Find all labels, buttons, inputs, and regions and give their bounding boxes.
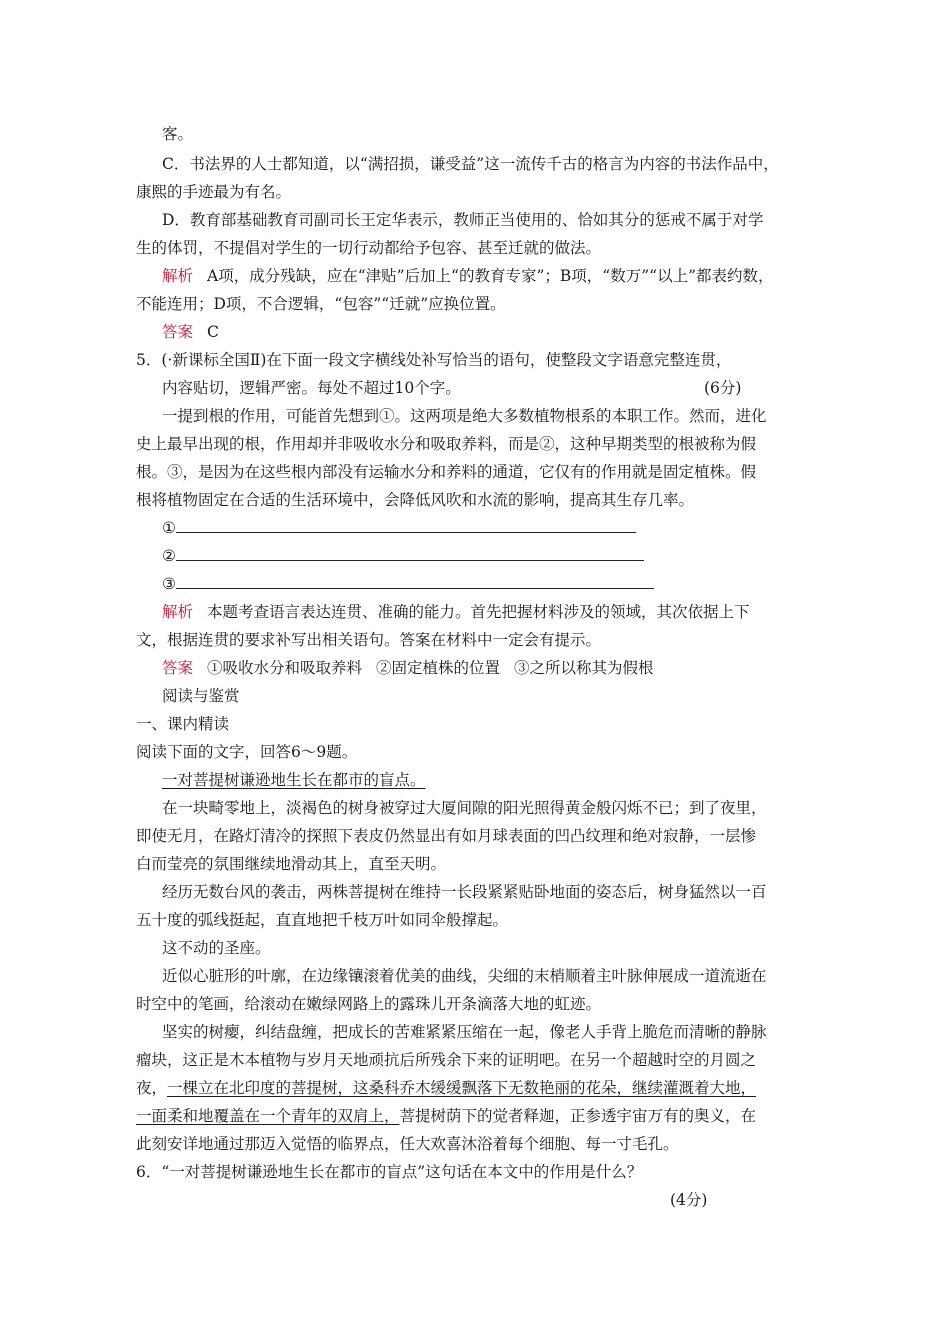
blank-marker: ② xyxy=(162,547,176,565)
section-heading: 阅读与鉴赏 xyxy=(162,687,240,705)
passage-line: 史上最早出现的根，作用却并非吸收水分和吸取养料，而是②，这种早期类型的根被称为假 xyxy=(136,435,757,453)
answer-label: 答案 xyxy=(162,659,194,677)
question-6-score: (4分) xyxy=(670,1191,708,1209)
answer-blank-2 xyxy=(162,546,644,566)
question-5-line-1: 5．(·新课标全国Ⅱ)在下面一段文字横线处补写恰当的语句，使整段文字语意完整连贯， xyxy=(136,351,732,369)
instruction: 阅读下面的文字，回答6～9题。 xyxy=(136,743,358,761)
article-text: 菩提树荫下的觉者释迦，正参透宇宙万有的奥义，在 xyxy=(399,1107,757,1125)
article-title: 一对菩提树谦逊地生长在都市的盲点。 xyxy=(162,771,426,789)
answer-part: ②固定植株的位置 xyxy=(376,659,501,677)
analysis-label: 解析 xyxy=(162,267,194,285)
question-5-score: (6分) xyxy=(704,379,742,397)
article-line: 在一块畸零地上，淡褐色的树身被穿过大厦间隙的阳光照得黄金般闪烁不已；到了夜里， xyxy=(162,799,767,817)
answer-line xyxy=(162,658,654,678)
answer-line xyxy=(162,322,219,342)
text-line: 客。 xyxy=(162,125,194,143)
analysis-line-1 xyxy=(162,602,750,622)
answer-part: ①吸收水分和吸取养料 xyxy=(207,659,363,677)
underlined-sentence: 一面柔和地覆盖在一个青年的双肩上， xyxy=(136,1107,400,1125)
passage-line: 一提到根的作用，可能首先想到①。这两项是绝大多数植物根系的本职工作。然而，进化 xyxy=(162,407,767,425)
analysis-line-1 xyxy=(162,266,774,286)
analysis-label: 解析 xyxy=(162,603,194,621)
option-d-line-2: 生的体罚，不提倡对学生的一切行动都给予包容、甚至迁就的做法。 xyxy=(136,239,602,257)
answer-part: ③之所以称其为假根 xyxy=(514,659,654,677)
question-5-line-2: 内容贴切，逻辑严密。每处不超过10个字。 xyxy=(162,379,461,397)
option-c-line-2: 康熙的手迹最为有名。 xyxy=(136,183,292,201)
underlined-sentence: 一棵立在北印度的菩提树，这桑科乔木缓缓飘落下无数艳丽的花朵，继续灌溉着大地， xyxy=(167,1079,757,1097)
question-6: 6．“一对菩提树谦逊地生长在都市的盲点”这句话在本文中的作用是什么？ xyxy=(136,1163,643,1181)
analysis-line-2: 文，根据连贯的要求补写出相关语句。答案在材料中一定会有提示。 xyxy=(136,631,602,649)
analysis-text: 本题考查语言表达连贯、准确的能力。首先把握材料涉及的领域，其次依据上下 xyxy=(207,603,750,621)
option-c-line-1: C．书法界的人士都知道，以“满招损，谦受益”这一流传千古的格言为内容的书法作品中， xyxy=(162,155,779,173)
subsection-heading: 一、课内精读 xyxy=(136,715,230,733)
article-line: 坚实的树瘿，纠结盘缠，把成长的苦难紧紧压缩在一起，像老人手背上脆危而清晰的静脉 xyxy=(162,1023,767,1041)
blank-marker: ① xyxy=(162,519,176,537)
answer-blank-1 xyxy=(162,518,636,538)
article-line: 即使无月，在路灯清冷的探照下表皮仍然显出有如月球表面的凹凸纹理和绝对寂静，一层惨 xyxy=(136,827,757,845)
article-line xyxy=(136,1106,756,1126)
article-line: 时空中的笔画，给滚动在嫩绿网路上的露珠儿开条滴落大地的虹迹。 xyxy=(136,995,602,1013)
analysis-text: A项，成分残缺，应在“津贴”后加上“的教育专家”；B项，“数万”“以上”都表约数， xyxy=(207,267,774,285)
article-line: 这不动的圣座。 xyxy=(162,939,271,957)
article-line: 经历无数台风的袭击，两株菩提树在维持一长段紧紧贴卧地面的姿态后，树身猛然以一百 xyxy=(162,883,767,901)
article-line xyxy=(136,1078,756,1098)
blank-line xyxy=(176,574,654,589)
article-line: 近似心脏形的叶廓，在边缘镶滚着优美的曲线，尖细的末梢顺着主叶脉伸展成一道流逝在 xyxy=(162,967,767,985)
answer-text: C xyxy=(207,323,219,341)
answer-blank-3 xyxy=(162,574,654,594)
option-d-line-1: D．教育部基础教育司副司长王定华表示，教师正当使用的、恰如其分的惩戒不属于对学 xyxy=(162,211,764,229)
analysis-line-2: 不能连用；D项，不合逻辑，“包容”“迁就”应换位置。 xyxy=(136,295,506,313)
article-text: 夜， xyxy=(136,1079,168,1097)
blank-line xyxy=(176,518,636,533)
article-line: 此刻安详地通过那迈入觉悟的临界点，任大欢喜沐浴着每个细胞、每一寸毛孔。 xyxy=(136,1135,679,1153)
article-line: 白而莹亮的氛围继续地滑动其上，直至天明。 xyxy=(136,855,447,873)
article-line: 瘤块，这正是木本植物与岁月天地顽抗后所残余下来的证明吧。在另一个超越时空的月圆之 xyxy=(136,1051,757,1069)
answer-label: 答案 xyxy=(162,323,194,341)
blank-line xyxy=(176,546,644,561)
passage-line: 根将植物固定在合适的生活环境中，会降低风吹和水流的影响，提高其生存几率。 xyxy=(136,491,695,509)
passage-line: 根。③，是因为在这些根内部没有运输水分和养料的通道，它仅有的作用就是固定植株。假 xyxy=(136,463,757,481)
article-line: 五十度的弧线挺起，直直地把千枝万叶如同伞般撑起。 xyxy=(136,911,509,929)
blank-marker: ③ xyxy=(162,575,176,593)
